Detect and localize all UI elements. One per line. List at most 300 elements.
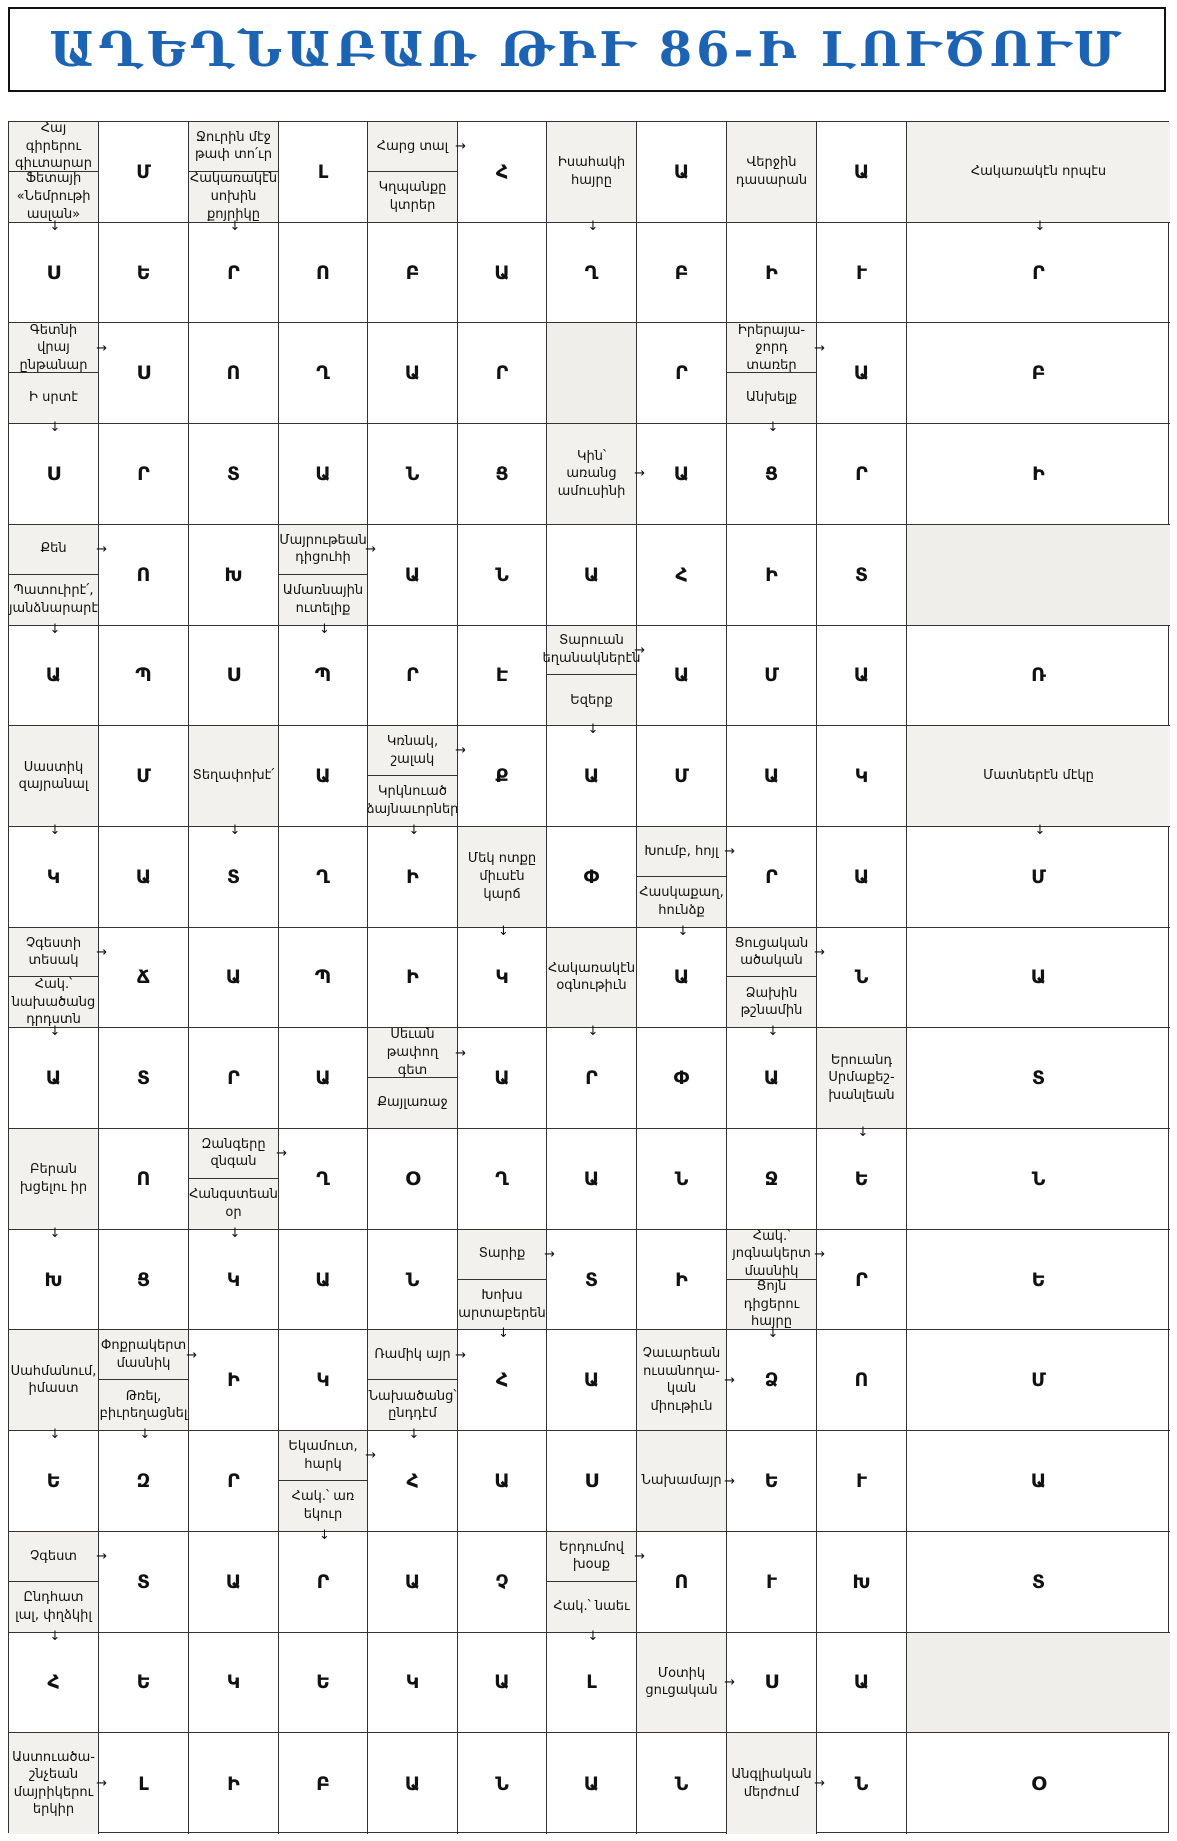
letter-cell[interactable] bbox=[279, 1028, 368, 1129]
arrow-down-icon: ↓ bbox=[767, 420, 779, 436]
letter-cell[interactable] bbox=[99, 323, 189, 424]
letter-cell[interactable] bbox=[99, 1733, 189, 1834]
letter-cell[interactable] bbox=[727, 525, 817, 626]
letter-cell[interactable] bbox=[368, 1129, 458, 1230]
clue-text-bottom: Կղպանքը կտրեր bbox=[378, 180, 447, 213]
arrow-right-icon: → bbox=[455, 139, 466, 155]
cell-letter: Ա bbox=[315, 462, 331, 485]
letter-cell[interactable] bbox=[99, 726, 189, 827]
cell-letter: Տ bbox=[226, 462, 241, 485]
clue-text-bottom: Քայլառաջ bbox=[377, 1095, 448, 1111]
letter-cell[interactable] bbox=[907, 1431, 1170, 1532]
clue-cell bbox=[9, 121, 99, 234]
letter-cell[interactable] bbox=[189, 1028, 279, 1129]
cell-letter: Ա bbox=[404, 1772, 421, 1795]
clue-cell bbox=[907, 726, 1170, 838]
clue-cell bbox=[637, 1431, 735, 1532]
letter-cell[interactable] bbox=[458, 1028, 547, 1129]
clue-cell bbox=[727, 322, 825, 436]
letter-cell[interactable] bbox=[99, 1633, 189, 1734]
cell-letter: Մ bbox=[674, 765, 689, 788]
cell-letter: Հ bbox=[495, 160, 509, 183]
letter-cell[interactable] bbox=[279, 1532, 368, 1633]
cell-letter: Ւ bbox=[856, 1470, 867, 1493]
letter-cell[interactable] bbox=[99, 626, 189, 727]
letter-cell[interactable] bbox=[727, 626, 817, 727]
arrow-down-icon: ↓ bbox=[229, 218, 241, 234]
letter-cell[interactable] bbox=[817, 1733, 907, 1834]
letter-cell[interactable] bbox=[547, 525, 637, 626]
cell-letter: Լ bbox=[138, 1772, 149, 1795]
letter-cell[interactable] bbox=[9, 223, 99, 324]
arrow-right-icon: → bbox=[365, 541, 376, 557]
letter-cell[interactable] bbox=[99, 424, 189, 525]
clue-cell bbox=[189, 122, 279, 234]
arrow-right-icon: → bbox=[455, 1347, 466, 1363]
letter-cell[interactable] bbox=[907, 1028, 1170, 1129]
cell-letter: Ւ bbox=[856, 261, 867, 284]
clue-cell bbox=[907, 122, 1170, 234]
arrow-down-icon: ↓ bbox=[587, 1024, 599, 1040]
cell-letter: Պ bbox=[135, 664, 152, 687]
letter-cell[interactable] bbox=[9, 1230, 99, 1331]
letter-cell[interactable] bbox=[637, 223, 727, 324]
cell-letter: Ա bbox=[583, 1369, 600, 1392]
cell-letter: Լ bbox=[586, 1671, 597, 1694]
letter-cell[interactable] bbox=[817, 626, 907, 727]
letter-cell[interactable] bbox=[279, 323, 368, 424]
letter-cell[interactable] bbox=[9, 1633, 99, 1734]
letter-cell[interactable] bbox=[727, 1633, 817, 1734]
arrow-right-icon: → bbox=[365, 1448, 376, 1464]
letter-cell[interactable] bbox=[368, 525, 458, 626]
cell-letter: Ո bbox=[136, 563, 151, 586]
letter-cell[interactable] bbox=[637, 424, 727, 525]
clue-cell bbox=[279, 525, 376, 637]
letter-cell[interactable] bbox=[727, 1330, 817, 1431]
arrow-right-icon: → bbox=[186, 1347, 197, 1363]
letter-cell[interactable] bbox=[99, 1028, 189, 1129]
letter-cell[interactable] bbox=[547, 1431, 637, 1532]
arrow-down-icon: ↓ bbox=[319, 621, 330, 637]
cell-letter: Ա bbox=[583, 1167, 600, 1190]
letter-cell[interactable] bbox=[279, 928, 368, 1029]
arrow-down-icon: ↓ bbox=[49, 1628, 61, 1644]
clue-text-top: Եկամուտ, հարկ bbox=[279, 1431, 367, 1481]
letter-cell[interactable] bbox=[817, 928, 907, 1029]
letter-cell[interactable] bbox=[458, 928, 547, 1029]
letter-cell[interactable] bbox=[817, 1532, 907, 1633]
cell-letter: Ա bbox=[853, 160, 870, 183]
letter-cell[interactable] bbox=[99, 1431, 189, 1532]
arrow-down-icon: ↓ bbox=[587, 722, 599, 738]
arrow-down-icon: ↓ bbox=[229, 1225, 241, 1241]
letter-cell[interactable] bbox=[279, 1633, 368, 1734]
clue-text: Մատներէն մէկը bbox=[983, 768, 1094, 784]
letter-cell[interactable] bbox=[189, 827, 279, 928]
letter-cell[interactable] bbox=[458, 223, 547, 324]
arrow-down-icon: ↓ bbox=[587, 218, 599, 234]
cell-letter: Ա bbox=[673, 462, 690, 485]
cell-letter: Տ bbox=[1031, 1570, 1046, 1593]
letter-cell[interactable] bbox=[458, 424, 547, 525]
cell-letter: Է bbox=[495, 664, 509, 687]
arrow-right-icon: → bbox=[814, 1246, 825, 1262]
letter-cell[interactable] bbox=[368, 223, 458, 324]
letter-cell[interactable] bbox=[547, 726, 637, 827]
clue-text-bottom: Կրկնուած ձայնաւորներ bbox=[366, 784, 459, 817]
cell-letter: Պ bbox=[314, 966, 332, 989]
letter-cell[interactable] bbox=[458, 1431, 547, 1532]
clue-text-top: Չգեստի տեսակ bbox=[9, 928, 98, 978]
cell-letter: Կ bbox=[405, 1671, 420, 1694]
clue-text-bottom: Թռել, բիւրեղացնել bbox=[99, 1388, 188, 1422]
clue-cell bbox=[9, 1330, 99, 1443]
letter-cell[interactable] bbox=[99, 1230, 189, 1331]
letter-cell[interactable] bbox=[99, 223, 189, 324]
cell-letter: Ս bbox=[46, 261, 61, 284]
letter-cell[interactable] bbox=[817, 424, 907, 525]
cell-letter: Հ bbox=[406, 1470, 419, 1493]
empty-cell bbox=[907, 1633, 1170, 1734]
letter-cell[interactable] bbox=[817, 525, 907, 626]
arrow-right-icon: → bbox=[276, 1146, 287, 1162]
clue-cell bbox=[547, 122, 637, 234]
letter-cell[interactable] bbox=[189, 223, 279, 324]
clue-cell bbox=[9, 322, 107, 436]
letter-cell[interactable] bbox=[9, 424, 99, 525]
letter-cell[interactable] bbox=[279, 827, 368, 928]
letter-cell[interactable] bbox=[637, 626, 727, 727]
letter-cell[interactable] bbox=[637, 1129, 727, 1230]
letter-cell[interactable] bbox=[907, 928, 1170, 1029]
cell-letter: Ղ bbox=[316, 1167, 330, 1190]
clue-text: Մօտիկ ցուցական bbox=[645, 1665, 718, 1699]
arrow-right-icon: → bbox=[96, 1549, 107, 1565]
clue-text-bottom: Ցոյն դիցերու հայրը bbox=[743, 1279, 800, 1330]
cell-letter: Ս bbox=[46, 462, 61, 485]
letter-cell[interactable] bbox=[368, 1431, 458, 1532]
letter-cell[interactable] bbox=[458, 122, 547, 223]
letter-cell[interactable] bbox=[637, 1230, 727, 1331]
cell-letter: Ռ bbox=[1031, 664, 1046, 687]
clue-text-top: Զանգերը զնգան bbox=[189, 1129, 278, 1179]
clue-text: Աստուածա-շնչեան մայրիկերու երկիր bbox=[12, 1749, 95, 1818]
cell-letter: Ա bbox=[225, 966, 242, 989]
letter-cell[interactable] bbox=[817, 1230, 907, 1331]
letter-cell[interactable] bbox=[817, 827, 907, 928]
letter-cell[interactable] bbox=[907, 323, 1170, 424]
letter-cell[interactable] bbox=[9, 626, 99, 727]
letter-cell[interactable] bbox=[368, 1532, 458, 1633]
letter-cell[interactable] bbox=[547, 1028, 637, 1129]
clue-cell bbox=[727, 122, 817, 223]
clue-text-top: Տարիք bbox=[458, 1230, 546, 1280]
cell-letter: Ա bbox=[45, 664, 62, 687]
letter-cell[interactable] bbox=[189, 1431, 279, 1532]
cell-letter: Ր bbox=[406, 664, 419, 687]
cell-letter: Խ bbox=[44, 1268, 63, 1291]
letter-cell[interactable] bbox=[907, 424, 1170, 525]
cell-letter: Ե bbox=[136, 1671, 151, 1694]
cell-letter: Ր bbox=[227, 261, 240, 284]
letter-cell[interactable] bbox=[547, 1129, 637, 1230]
clue-cell bbox=[727, 1733, 825, 1834]
clue-text: Կին՝ առանց ամուսինի bbox=[557, 448, 626, 499]
letter-cell[interactable] bbox=[547, 1733, 637, 1834]
letter-cell[interactable] bbox=[368, 1230, 458, 1331]
letter-cell[interactable] bbox=[189, 626, 279, 727]
clue-cell bbox=[9, 726, 99, 838]
letter-cell[interactable] bbox=[817, 1330, 907, 1431]
cell-letter: Կ bbox=[46, 865, 61, 888]
cell-letter: Ղ bbox=[316, 865, 330, 888]
clue-cell bbox=[368, 1330, 466, 1443]
arrow-down-icon: ↓ bbox=[49, 1225, 61, 1241]
clue-text-bottom: Հասկաքաղ, հունձք bbox=[639, 885, 724, 918]
letter-cell[interactable] bbox=[458, 1129, 547, 1230]
letter-cell[interactable] bbox=[368, 1733, 458, 1834]
clue-text-top: Հարց տալ bbox=[368, 122, 457, 172]
clue-text-bottom: Ընդհատ լալ, փղձկիլ bbox=[15, 1590, 92, 1623]
cell-letter: Ո bbox=[854, 1369, 869, 1392]
cell-letter: Ր bbox=[227, 1067, 240, 1090]
letter-cell[interactable] bbox=[907, 223, 1170, 324]
cell-letter: Ն bbox=[674, 1167, 689, 1190]
letter-cell[interactable] bbox=[817, 726, 907, 827]
letter-cell[interactable] bbox=[547, 1330, 637, 1431]
letter-cell[interactable] bbox=[907, 1532, 1170, 1633]
letter-cell[interactable] bbox=[99, 827, 189, 928]
cell-letter: Կ bbox=[226, 1268, 241, 1291]
letter-cell[interactable] bbox=[637, 726, 727, 827]
letter-cell[interactable] bbox=[727, 1431, 817, 1532]
letter-cell[interactable] bbox=[279, 223, 368, 324]
letter-cell[interactable] bbox=[368, 827, 458, 928]
cell-letter: Ք bbox=[495, 765, 509, 788]
letter-cell[interactable] bbox=[817, 323, 907, 424]
letter-cell[interactable] bbox=[458, 525, 547, 626]
letter-cell[interactable] bbox=[637, 323, 727, 424]
letter-cell[interactable] bbox=[817, 1431, 907, 1532]
letter-cell[interactable] bbox=[99, 1532, 189, 1633]
cell-letter: Ս bbox=[584, 1470, 599, 1493]
letter-cell[interactable] bbox=[727, 1532, 817, 1633]
cell-letter: Ա bbox=[494, 1470, 510, 1493]
arrow-right-icon: → bbox=[455, 1045, 466, 1061]
letter-cell[interactable] bbox=[99, 122, 189, 223]
letter-cell[interactable] bbox=[368, 1633, 458, 1734]
cell-letter: Տ bbox=[1031, 1067, 1046, 1090]
letter-cell[interactable] bbox=[189, 928, 279, 1029]
letter-cell[interactable] bbox=[368, 928, 458, 1029]
cell-letter: Ն bbox=[495, 563, 509, 586]
letter-cell[interactable] bbox=[279, 1129, 368, 1230]
letter-cell[interactable] bbox=[279, 1230, 368, 1331]
letter-cell[interactable] bbox=[99, 1129, 189, 1230]
cell-letter: Հ bbox=[495, 1369, 509, 1392]
arrow-down-icon: ↓ bbox=[49, 1024, 61, 1040]
letter-cell[interactable] bbox=[907, 1733, 1170, 1834]
clue-text-top: Քեն bbox=[9, 525, 98, 575]
clue-cell bbox=[817, 1028, 907, 1141]
clue-text-bottom: Պատուիրէ՛, յանձնարարէ bbox=[8, 583, 99, 616]
letter-cell[interactable] bbox=[189, 525, 279, 626]
letter-cell[interactable] bbox=[907, 1129, 1170, 1230]
clue-cell bbox=[547, 928, 637, 1040]
letter-cell[interactable] bbox=[547, 1633, 637, 1734]
cell-letter: Ա bbox=[1030, 1470, 1047, 1493]
clue-text: Նախամայր bbox=[641, 1473, 722, 1489]
clue-text-bottom: Եզերք bbox=[570, 692, 613, 708]
letter-cell[interactable] bbox=[637, 1532, 727, 1633]
cell-letter: Ա bbox=[853, 362, 870, 385]
letter-cell[interactable] bbox=[368, 323, 458, 424]
letter-cell[interactable] bbox=[368, 424, 458, 525]
cell-letter: Մ bbox=[1031, 865, 1046, 888]
letter-cell[interactable] bbox=[189, 323, 279, 424]
letter-cell[interactable] bbox=[458, 726, 547, 827]
letter-cell[interactable] bbox=[817, 122, 907, 223]
letter-cell[interactable] bbox=[189, 424, 279, 525]
arrow-right-icon: → bbox=[814, 944, 825, 960]
letter-cell[interactable] bbox=[458, 626, 547, 727]
letter-cell[interactable] bbox=[9, 1028, 99, 1129]
cell-letter: Տ bbox=[226, 865, 241, 888]
arrow-down-icon: ↓ bbox=[498, 1326, 509, 1342]
cell-letter: Տ bbox=[136, 1067, 151, 1090]
letter-cell[interactable] bbox=[727, 1129, 817, 1230]
letter-cell[interactable] bbox=[9, 1431, 99, 1532]
clue-text: Վերջին դասարան bbox=[735, 155, 808, 188]
letter-cell[interactable] bbox=[189, 1330, 279, 1431]
letter-cell[interactable] bbox=[279, 1733, 368, 1834]
letter-cell[interactable] bbox=[727, 827, 817, 928]
clue-cell bbox=[9, 1532, 107, 1644]
letter-cell[interactable] bbox=[907, 827, 1170, 928]
cell-letter: Ս bbox=[136, 362, 151, 385]
letter-cell[interactable] bbox=[279, 1330, 368, 1431]
letter-cell[interactable] bbox=[817, 1633, 907, 1734]
cell-letter: Ա bbox=[583, 1772, 600, 1795]
cell-letter: Փ bbox=[673, 1067, 690, 1090]
arrow-down-icon: ↓ bbox=[49, 218, 61, 234]
cell-letter: Ե bbox=[854, 1167, 869, 1190]
cell-letter: Ւ bbox=[766, 1570, 777, 1593]
cell-letter: Բ bbox=[405, 261, 420, 284]
arrow-right-icon: → bbox=[814, 340, 825, 356]
letter-cell[interactable] bbox=[189, 1230, 279, 1331]
clue-text-top: Իրերայա-ջորդ տառեր bbox=[727, 323, 816, 373]
arrow-down-icon: ↓ bbox=[677, 923, 689, 939]
letter-cell[interactable] bbox=[99, 525, 189, 626]
clue-text-top: Տարուան եղանակներէն bbox=[547, 626, 636, 676]
letter-cell[interactable] bbox=[637, 1028, 727, 1129]
cell-letter: Ա bbox=[494, 1671, 510, 1694]
letter-cell[interactable] bbox=[817, 1129, 907, 1230]
cell-letter: Մ bbox=[1031, 1369, 1046, 1392]
letter-cell[interactable] bbox=[817, 223, 907, 324]
cell-letter: Տ bbox=[854, 563, 869, 586]
cell-letter: Ի bbox=[1032, 462, 1045, 485]
cell-letter: Ա bbox=[673, 160, 690, 183]
letter-cell[interactable] bbox=[907, 626, 1170, 727]
cell-letter: Ն bbox=[495, 1772, 509, 1795]
letter-cell[interactable] bbox=[458, 1733, 547, 1834]
letter-cell[interactable] bbox=[458, 1532, 547, 1633]
cell-letter: Ո bbox=[674, 1570, 689, 1593]
letter-cell[interactable] bbox=[189, 1532, 279, 1633]
cell-letter: Մ bbox=[136, 160, 151, 183]
letter-cell[interactable] bbox=[279, 726, 368, 827]
cell-letter: Ա bbox=[853, 865, 870, 888]
clue-text-bottom: Հակ.՝ առ եկուր bbox=[291, 1489, 355, 1522]
cell-letter: Ա bbox=[583, 765, 600, 788]
letter-cell[interactable] bbox=[727, 726, 817, 827]
cell-letter: Հ bbox=[47, 1671, 60, 1694]
letter-cell[interactable] bbox=[458, 1330, 547, 1431]
letter-cell[interactable] bbox=[547, 1230, 637, 1331]
letter-cell[interactable] bbox=[637, 1733, 727, 1834]
clue-text: Չաւարեան ուսանողա-կան միութիւն bbox=[642, 1346, 721, 1414]
clue-text: Սաստիկ զայրանալ bbox=[18, 759, 89, 793]
letter-cell[interactable] bbox=[279, 122, 368, 223]
letter-cell[interactable] bbox=[727, 424, 817, 525]
cell-letter: Ա bbox=[853, 1671, 870, 1694]
letter-cell[interactable] bbox=[907, 1330, 1170, 1431]
letter-cell[interactable] bbox=[547, 223, 637, 324]
cell-letter: Ր bbox=[855, 462, 868, 485]
cell-letter: Ե bbox=[764, 1470, 779, 1493]
letter-cell[interactable] bbox=[727, 223, 817, 324]
clue-text-top: Երդումով խօսք bbox=[547, 1532, 636, 1582]
clue-text: Երուանդ Սրմաքեշ-խանլեան bbox=[828, 1052, 895, 1103]
clue-cell bbox=[189, 1129, 287, 1241]
clue-cell bbox=[637, 1330, 735, 1431]
arrow-down-icon: ↓ bbox=[49, 621, 61, 637]
clue-text: Սահմանում, իմաստ bbox=[10, 1363, 97, 1397]
letter-cell[interactable] bbox=[279, 424, 368, 525]
letter-cell[interactable] bbox=[99, 928, 189, 1029]
letter-cell[interactable] bbox=[637, 525, 727, 626]
cell-letter: Ա bbox=[225, 1570, 242, 1593]
letter-cell[interactable] bbox=[368, 626, 458, 727]
clue-text-bottom: Ամառնային ուտելիք bbox=[282, 583, 364, 616]
letter-cell[interactable] bbox=[458, 323, 547, 424]
cell-letter: Օ bbox=[405, 1167, 420, 1190]
cell-letter: Ս bbox=[764, 1671, 779, 1694]
cell-letter: Ա bbox=[404, 563, 421, 586]
letter-cell[interactable] bbox=[458, 1633, 547, 1734]
letter-cell[interactable] bbox=[189, 1633, 279, 1734]
letter-cell[interactable] bbox=[727, 1028, 817, 1129]
letter-cell[interactable] bbox=[9, 827, 99, 928]
letter-cell[interactable] bbox=[279, 626, 368, 727]
page-title: ԱՂԵՂՆԱԲԱՌ ԹԻՒ 86-Ի ԼՈՒԾՈՒՄ bbox=[49, 21, 1125, 78]
clue-cell bbox=[368, 122, 466, 223]
letter-cell[interactable] bbox=[637, 928, 727, 1029]
letter-cell[interactable] bbox=[189, 1733, 279, 1834]
clue-cell bbox=[279, 1431, 376, 1543]
clue-text-bottom: Հակ.՝ նախածանց դրդստն bbox=[11, 977, 96, 1028]
arrow-down-icon: ↓ bbox=[139, 1427, 151, 1443]
arrow-down-icon: ↓ bbox=[587, 1628, 599, 1644]
letter-cell[interactable] bbox=[637, 122, 727, 223]
cell-letter: Մ bbox=[764, 664, 779, 687]
letter-cell[interactable] bbox=[547, 827, 637, 928]
arrow-down-icon: ↓ bbox=[498, 923, 509, 939]
letter-cell[interactable] bbox=[907, 1230, 1170, 1331]
